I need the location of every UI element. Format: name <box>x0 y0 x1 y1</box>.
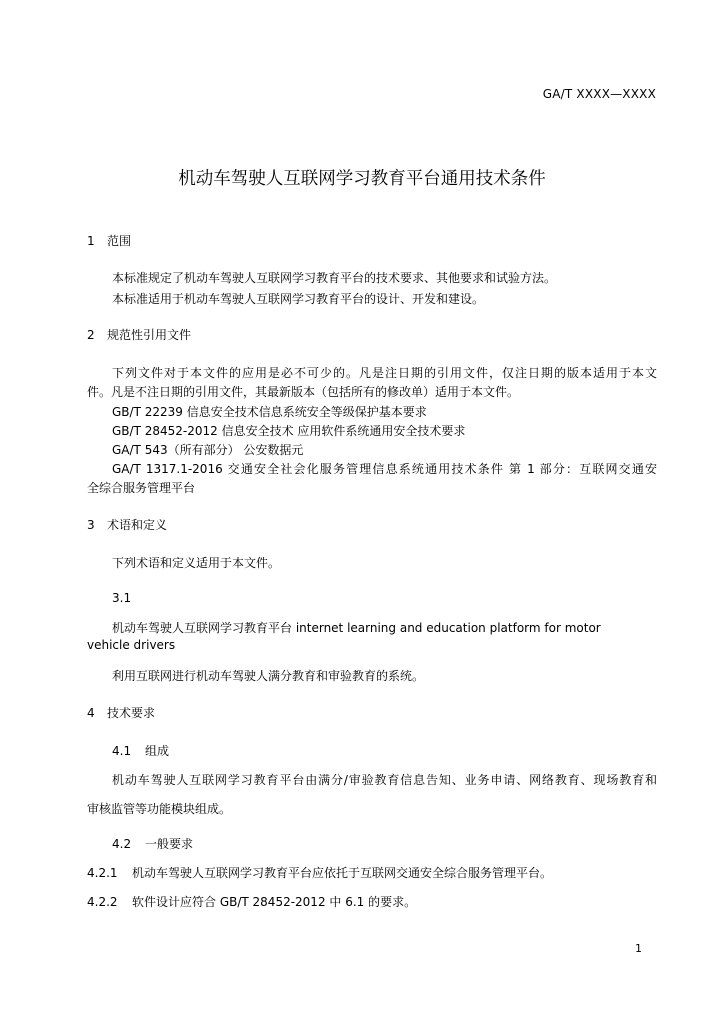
subsection-4-1-line-2: 审核监管等功能模块组成。 <box>87 802 232 816</box>
standard-number: GA/T XXXX—XXXX <box>542 87 656 101</box>
term-number: 3.1 <box>112 591 132 605</box>
term-name-line-2: vehicle drivers <box>87 638 176 652</box>
subsection-title: 组成 <box>145 744 170 758</box>
section-number: 4 <box>87 706 95 720</box>
section-title: 规范性引用文件 <box>107 328 192 342</box>
reference-item-line-2: 全综合服务管理平台 <box>87 481 196 495</box>
page-number: 1 <box>635 942 642 955</box>
clause-text: 机动车驾驶人互联网学习教育平台应依托于互联网交通安全综合服务管理平台。 <box>132 866 553 880</box>
subsection-4-1-line-1: 机动车驾驶人互联网学习教育平台由满分/审验教育信息告知、业务申请、网络教育、现场教育和 <box>112 773 657 787</box>
clause-number: 4.2.1 <box>87 866 118 880</box>
section-1-paragraph-1: 本标准规定了机动车驾驶人互联网学习教育平台的技术要求、其他要求和试验方法。 <box>112 271 557 285</box>
subsection-number: 4.1 <box>112 744 132 758</box>
section-title: 技术要求 <box>107 706 156 720</box>
term-name-line-1: 机动车驾驶人互联网学习教育平台 internet learning and education platform for motor <box>112 621 601 635</box>
reference-item: GB/T 22239 信息安全技术信息系统安全等级保护基本要求 <box>112 405 427 419</box>
section-2-intro-line-2: 件。凡是不注日期的引用文件，其最新版本（包括所有的修改单）适用于本文件。 <box>87 385 520 399</box>
clause-number: 4.2.2 <box>87 895 118 909</box>
reference-item: GA/T 543（所有部分） 公安数据元 <box>112 443 304 457</box>
section-2-heading <box>87 326 191 343</box>
subsection-4-1-heading <box>112 742 169 759</box>
section-1-paragraph-2: 本标准适用于机动车驾驶人互联网学习教育平台的设计、开发和建设。 <box>112 292 485 306</box>
clause-4-2-2 <box>87 893 416 910</box>
term-definition: 利用互联网进行机动车驾驶人满分教育和审验教育的系统。 <box>112 669 425 683</box>
section-4-heading <box>87 704 155 721</box>
section-1-heading <box>87 232 131 249</box>
section-number: 3 <box>87 518 95 532</box>
section-3-heading <box>87 516 167 533</box>
section-number: 1 <box>87 234 95 248</box>
section-3-intro: 下列术语和定义适用于本文件。 <box>112 556 281 570</box>
reference-item-line-1: GA/T 1317.1-2016 交通安全社会化服务管理信息系统通用技术条件 第 1 部分：互联网交通安 <box>112 462 657 476</box>
section-2-intro-line-1: 下列文件对于本文件的应用是必不可少的。凡是注日期的引用文件，仅注日期的版本适用于本文 <box>112 366 657 380</box>
section-number: 2 <box>87 328 95 342</box>
subsection-number: 4.2 <box>112 837 132 851</box>
section-title: 术语和定义 <box>107 518 168 532</box>
clause-text: 软件设计应符合 GB/T 28452-2012 中 6.1 的要求。 <box>132 895 417 909</box>
subsection-4-2-heading <box>112 835 193 852</box>
section-title: 范围 <box>107 234 132 248</box>
document-title: 机动车驾驶人互联网学习教育平台通用技术条件 <box>178 169 546 189</box>
reference-item: GB/T 28452-2012 信息安全技术 应用软件系统通用安全技术要求 <box>112 424 466 438</box>
subsection-title: 一般要求 <box>145 837 194 851</box>
clause-4-2-1 <box>87 864 552 881</box>
